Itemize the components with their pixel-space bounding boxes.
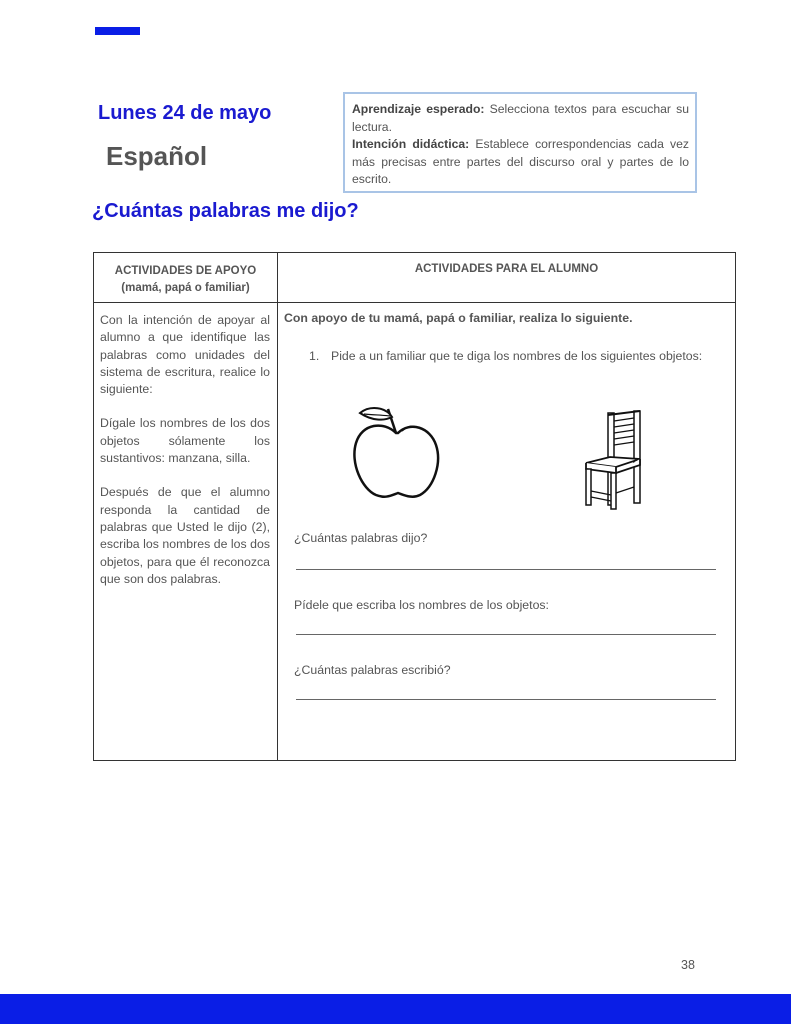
question-words-said: ¿Cuántas palabras dijo? [294,531,428,545]
answer-line[interactable] [296,699,716,700]
apple-icon [352,403,442,503]
question-words-written: ¿Cuántas palabras escribió? [294,663,451,677]
support-instructions [100,312,270,605]
date-heading: Lunes 24 de mayo [98,102,272,124]
activities-table [93,252,736,761]
header-support-line1: ACTIVIDADES DE APOYO [114,265,257,277]
top-accent-bar [95,27,140,35]
learning-expected-label: Aprendizaje esperado: [352,102,485,116]
didactic-intention-text: Establece correspondencias cada vez más precisas entre partes del discurso oral y partes de lo escrito. [352,137,689,186]
header-support-activities [94,263,277,297]
header-support-line2: (mamá, papá o familiar) [121,282,250,294]
learning-expected [352,101,689,136]
question-write-names: Pídele que escriba los nombres de los objetos: [294,598,549,612]
header-divider [94,302,735,303]
subject-heading: Español [106,141,208,171]
answer-line[interactable] [296,634,716,635]
support-paragraph: Con la intención de apoyar al alumno a que identifique las palabras como unidades del sistema de escritura, realice lo siguiente: [100,313,270,397]
learning-expected-text: Selecciona textos para escuchar su lectura. [352,102,689,134]
header-student-activities: ACTIVIDADES PARA EL ALUMNO [414,263,599,275]
support-paragraph: Después de que el alumno responda la cantidad de palabras que Usted le dijo (2), escriba los nombres de los dos objetos, para que él reconozca que son dos palabras. [100,485,270,586]
answer-line[interactable] [296,569,716,570]
learning-objectives-box [343,92,697,193]
student-activities [284,311,729,677]
activity-title: ¿Cuántas palabras me dijo? [92,200,359,222]
didactic-intention [352,136,689,189]
bottom-accent-bar [0,994,791,1024]
page-number: 38 [681,958,695,972]
column-divider [277,253,278,760]
chair-icon [584,407,644,511]
step-text: Pide a un familiar que te diga los nombres de los siguientes objetos: [331,349,703,363]
student-instruction: Con apoyo de tu mamá, papá o familiar, realiza lo siguiente. [284,311,633,325]
didactic-intention-label: Intención didáctica: [352,137,470,151]
step-number: 1. [309,349,320,363]
support-paragraph: Dígale los nombres de los dos objetos sólamente los sustantivos: manzana, silla. [100,416,270,466]
